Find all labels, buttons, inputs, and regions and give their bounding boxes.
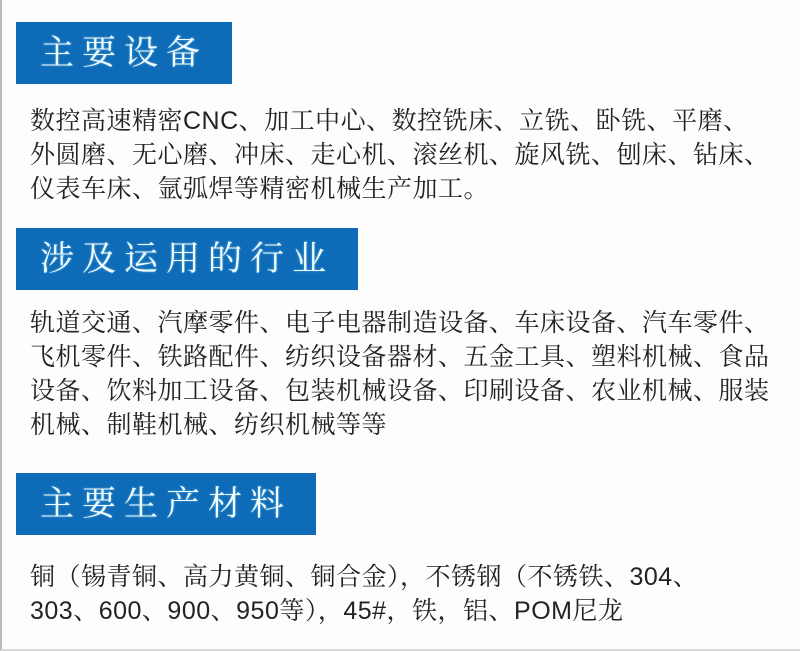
section-heading-label: 主要生产材料: [40, 485, 292, 523]
body-line: 机械、制鞋机械、纺织机械等等: [30, 411, 388, 439]
body-line: 轨道交通、汽摩零件、电子电器制造设备、车床设备、汽车零件、: [30, 309, 770, 337]
body-line: 303、600、900、950等），45#，铁，铝、POM尼龙: [30, 597, 624, 625]
body-line: 仪表车床、氩弧焊等精密机械生产加工。: [30, 175, 490, 203]
section-body: [30, 560, 778, 628]
banner-row: [2, 442, 800, 535]
section-body: [30, 104, 778, 206]
section-materials: [2, 442, 800, 628]
section-heading-banner: [16, 22, 232, 84]
section-body: [30, 306, 778, 442]
body-line: 飞机零件、铁路配件、纺织设备器材、五金工具、塑料机械、食品: [30, 343, 770, 371]
section-heading-banner: [16, 228, 358, 290]
section-heading-banner: [16, 473, 316, 535]
body-line: 数控高速精密CNC、加工中心、数控铣床、立铣、卧铣、平磨、: [30, 107, 749, 135]
section-industries: [2, 206, 800, 442]
body-line: 外圆磨、无心磨、冲床、走心机、滚丝机、旋风铣、刨床、钻床、: [30, 141, 770, 169]
section-heading-label: 涉及运用的行业: [40, 240, 334, 278]
banner-row: [2, 22, 800, 84]
section-main-equipment: [2, 22, 800, 206]
body-line: 铜（锡青铜、高力黄铜、铜合金），不锈钢（不锈铁、304、: [30, 563, 699, 591]
banner-row: [2, 206, 800, 290]
section-heading-label: 主要设备: [40, 34, 208, 72]
body-line: 设备、饮料加工设备、包装机械设备、印刷设备、农业机械、服装: [30, 377, 770, 405]
